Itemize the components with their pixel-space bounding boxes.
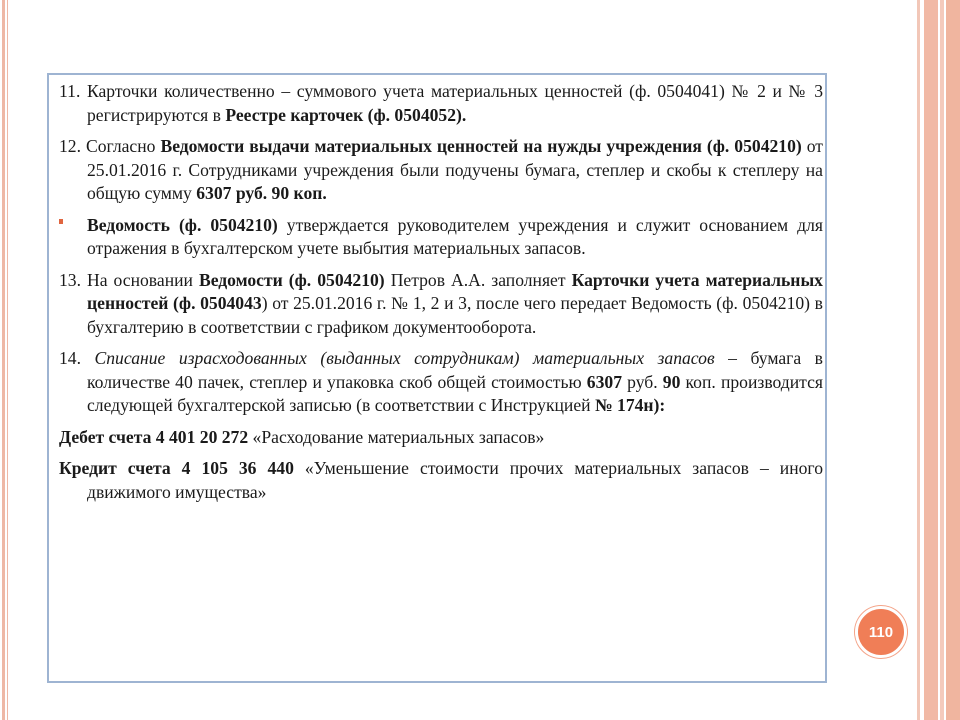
- right-stripe-3: [940, 0, 944, 720]
- right-stripe-2: [924, 0, 938, 720]
- debit-entry: Дебет счета 4 401 20 272 «Расходование материальных запасов»: [59, 426, 545, 447]
- paragraph-bullet: Ведомость (ф. 0504210) утверждается руководителем учреждения и служит основанием для отражения в бухгалтерском учете выбытия материальных запасов.: [59, 214, 823, 261]
- left-border-thin-line: [7, 0, 8, 720]
- right-stripe-1: [917, 0, 920, 720]
- left-border-line: [2, 0, 5, 720]
- bullet-icon: [59, 219, 63, 224]
- page-number-badge: 110: [855, 606, 907, 658]
- paragraph-12: 12. Согласно Ведомости выдачи материальных ценностей на нужды учреждения (ф. 0504210) от 25.01.2016 г. Сотрудниками учреждения были подучены бумага, степлер и скобы к степлеру на общую сумму 6307 руб. 90 коп.: [59, 136, 823, 203]
- credit-entry: Кредит счета 4 105 36 440 «Уменьшение стоимости прочих материальных запасов – иного движимого имущества»: [59, 458, 823, 502]
- paragraph-14: 14. Списание израсходованных (выданных сотрудникам) материальных запасов – бумага в количестве 40 пачек, степлер и упаковка скоб общей стоимостью 6307 руб. 90 коп. производится следующей бухгалтерской записью (в соответствии с Инструкцией № 174н):: [59, 348, 823, 415]
- right-stripe-4: [946, 0, 960, 720]
- slide-content: [59, 80, 823, 512]
- paragraph-13: 13. На основании Ведомости (ф. 0504210) Петров А.А. заполняет Карточки учета материальных ценностей (ф. 0504043) от 25.01.2016 г. № 1, 2 и 3, после чего передает Ведомость (ф. 0504210) в бухгалтерию в соответствии с графиком документооборота.: [59, 269, 823, 337]
- paragraph-11: 11. Карточки количественно – суммового учета материальных ценностей (ф. 0504041) № 2 и № 3 регистрируются в Реестре карточек (ф. 0504052).: [59, 81, 823, 125]
